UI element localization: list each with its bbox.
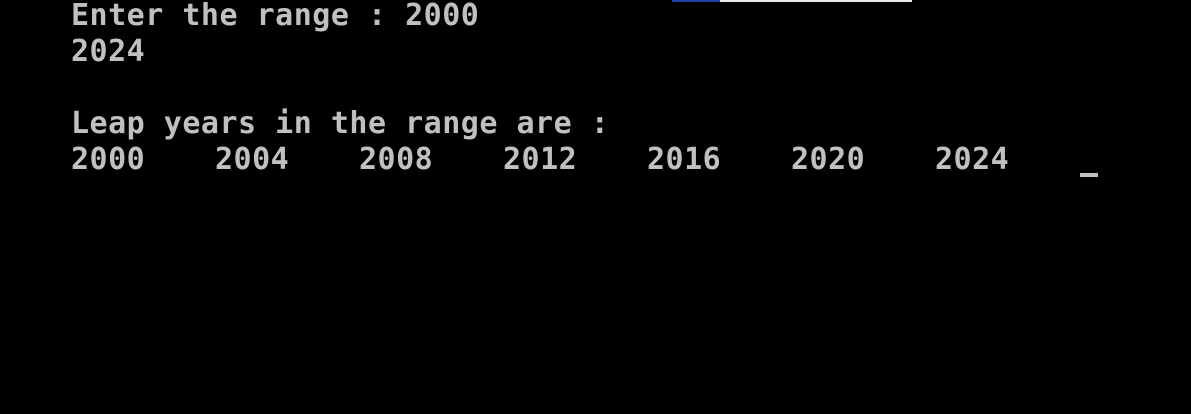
leap-year: 2000 <box>71 142 146 177</box>
text-cursor <box>1080 173 1098 177</box>
leap-year: 2016 <box>647 142 722 177</box>
top-edge-strip-blue <box>672 0 720 2</box>
leap-year: 2004 <box>215 142 290 177</box>
top-edge-strip-white <box>720 0 912 2</box>
leap-year: 2024 <box>935 142 1010 177</box>
result-heading: Leap years in the range are : <box>71 106 610 141</box>
range-prompt-line <box>71 0 479 34</box>
leap-year: 2020 <box>791 142 866 177</box>
leap-year: 2012 <box>503 142 578 177</box>
range-end-input: 2024 <box>71 34 146 69</box>
leap-year: 2008 <box>359 142 434 177</box>
leap-years-row <box>71 142 1171 178</box>
top-edge-strip <box>672 0 912 2</box>
range-start-input: 2000 <box>405 0 480 33</box>
range-prompt-label: Enter the range : <box>71 0 406 33</box>
